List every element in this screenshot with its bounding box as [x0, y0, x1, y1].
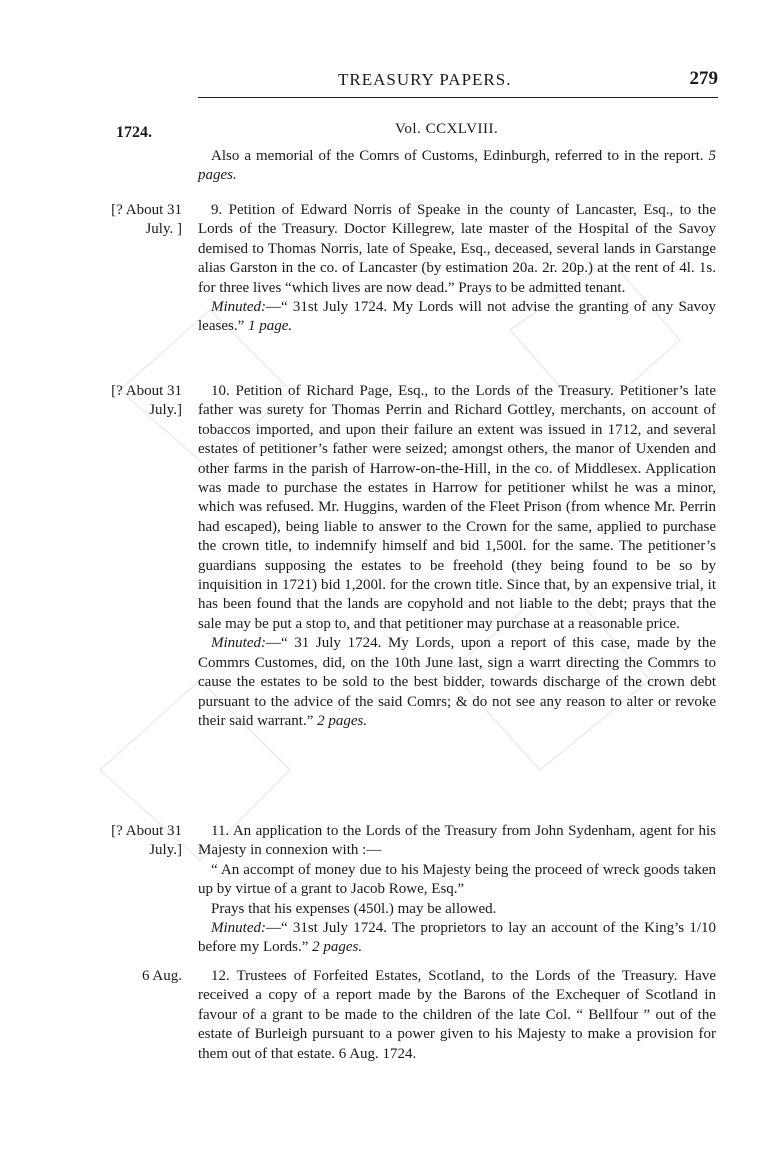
entry-9-pages: 1 page.	[247, 318, 293, 335]
entry-9-minuted-text: —“ 31st July 1724. My Lords will not advise the granting of any Savoy leases.”	[198, 299, 716, 335]
entry-9	[198, 201, 716, 337]
intro-paragraph	[198, 147, 716, 186]
entry-10	[198, 382, 716, 731]
entry-11-prays: Prays that his expenses (450l.) may be allowed.	[211, 900, 497, 917]
page-number: 279	[689, 68, 718, 89]
entry-9-minuted-label: Minuted:	[211, 299, 266, 316]
entry-12-date: 6 Aug.	[141, 968, 182, 984]
intro-text: Also a memorial of the Comrs of Customs, Edinburgh, referred to in the report.	[211, 148, 704, 164]
entry-10-minuted-label: Minuted:	[211, 635, 266, 652]
running-title: TREASURY PAPERS.	[338, 70, 512, 89]
entry-11-pages: 2 pages.	[312, 939, 363, 956]
entry-12	[198, 967, 716, 1064]
volume-label: Vol. CCXLVIII.	[395, 121, 499, 137]
intro-pages: 5 pages.	[198, 148, 717, 184]
entry-9-text: 9. Petition of Edward Norris of Speake in the county of Lancaster, Esq., to the Lords of the Treasury. Doctor Killegrew, late master of the Hospital of the Savoy demised to Thomas Norris, late of Speake, Esq., deceased, several lands in Garstange alias Garston in the co. of Lancaster (by estimation 20a. 2r. 20p.) at the rent of 4l. 1s. for three lives “which lives are now dead.” Prays to be admitted tenant.	[198, 202, 716, 296]
entry-10-text: 10. Petition of Richard Page, Esq., to the Lords of the Treasury. Petitioner’s late father was surety for Thomas Perrin and Richard Gottley, merchants, on account of tobaccos imported, and upon their failure an extent was issued in 1712, and several estates of petitioner’s father were seized; amongst others, the manor of Uxenden and other farms in the parish of Harrow-on-the-Hill, in the co. of Middlesex. Application was made to purchase the estates in Harrow for petitioner whilst he was a minor, which was refused. Mr. Huggins, warden of the Fleet Prison (from whence Mr. Perrin had escaped), being liable to answer to the Crown for the same, applied to purchase the crown title, to indemnify himself and bid 1,500l. for the same. The petitioner’s guardians supposing the estates to be freehold (they being found to be so by inquisition in 1721) bid 1,200l. for the crown title. Since that, by an expensive trial, it has been found that the lands are copyhold and not liable to the debt; prays that the sale may be put a stop to, and that petitioner may purchase at a reasonable price.	[198, 383, 716, 632]
running-header	[198, 70, 718, 100]
entry-11-text: 11. An application to the Lords of the Treasury from John Sydenham, agent for his Majesty in connexion with :—	[198, 823, 716, 859]
entry-10-pages: 2 pages.	[317, 712, 368, 729]
entry-11-date: [? About 31 July.]	[111, 823, 182, 858]
entry-11-minuted-label: Minuted:	[211, 920, 266, 937]
header-rule	[198, 97, 718, 98]
entry-11-quote: “ An accompt of money due to his Majesty being the proceed of wreck goods taken up by virtue of a grant to Jacob Rowe, Esq.”	[198, 861, 716, 898]
entry-10-minuted-text: —“ 31 July 1724. My Lords, upon a report of this case, made by the Commrs Customes, did, on the 10th June last, sign a warrt directing the Commrs to cause the estates to be sold to the best bidder, towards discharge of the crown debt pursuant to the advice of the said Comrs; & do not see any reason to alter or revoke their said warrant.”	[198, 635, 716, 729]
entry-9-date: [? About 31 July. ]	[111, 202, 182, 237]
entry-11	[198, 822, 716, 958]
entry-11-minuted-text: —“ 31st July 1724. The proprietors to lay an account of the King’s 1/10 before my Lords.”	[198, 920, 716, 956]
entry-10-date: [? About 31 July.]	[111, 383, 182, 418]
year-label: 1724.	[116, 124, 152, 141]
entry-12-text: 12. Trustees of Forfeited Estates, Scotland, to the Lords of the Treasury. Have received a copy of a report made by the Barons of the Exchequer of Scotland in favour of a grant to be made to the children of the late Col. “ Bellfour ” out of the estate of Burleigh pursuant to a power given to his Majesty to make a provision for them out of that estate. 6 Aug. 1724.	[198, 968, 716, 1062]
